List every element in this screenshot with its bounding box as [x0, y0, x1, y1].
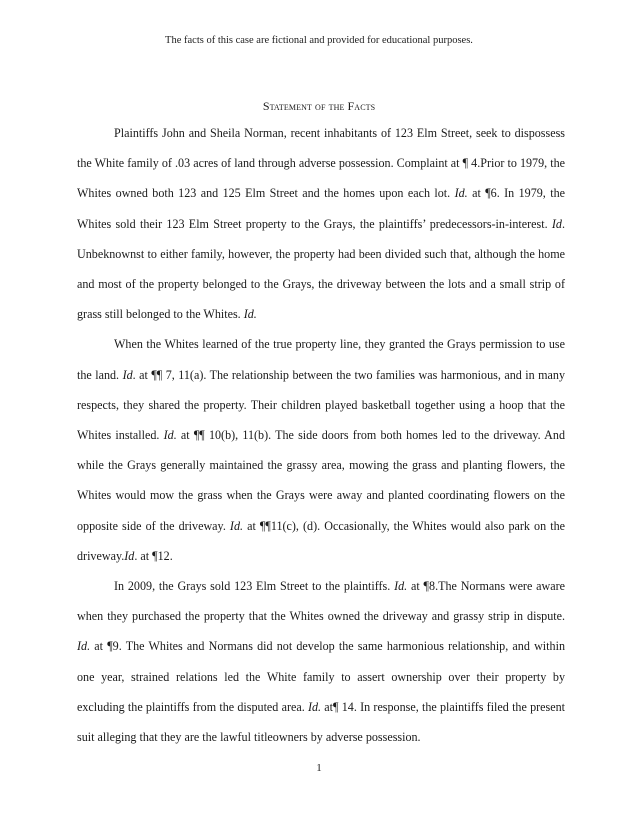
- citation-text: Id.: [307, 699, 322, 714]
- paragraph-text: at ¶9. The Whites and Normans did not develop the same harmonious relationship, and within one year, strained relations led the White family to assert ownership over their property by excluding the plaintiffs from the disputed area.: [77, 639, 565, 714]
- paragraph-text: at¶ 14. In response, the plaintiffs filed the present suit alleging that they are the lawful titleowners by adverse possession.: [77, 699, 565, 745]
- section-title: Statement of the Facts: [262, 99, 376, 113]
- paragraph-text: at ¶8.The Normans were aware when they purchased the property that the Whites owned the driveway and grassy strip in dispute.: [77, 579, 565, 624]
- paragraph-text: . at ¶¶ 7, 11(a). The relationship between the two families was harmonious, and in many respects, they shared the property. Their children played basketball together using a hoop that the Whites installed.: [77, 367, 565, 443]
- citation-text: Id.: [229, 518, 244, 533]
- paragraph: [77, 329, 565, 571]
- citation-text: Id.: [243, 307, 257, 322]
- citation-text: Id: [551, 216, 562, 231]
- citation-text: Id: [122, 367, 133, 382]
- citation-text: Id.: [77, 639, 91, 654]
- paragraph-text: at ¶¶11(c), (d). Occasionally, the Whites would also park on the driveway.: [77, 518, 565, 563]
- citation-text: Id: [124, 548, 135, 563]
- body-text: [77, 118, 565, 752]
- citation-text: Id.: [394, 579, 408, 594]
- paragraph-text: In 2009, the Grays sold 123 Elm Street to the plaintiffs.: [114, 579, 395, 594]
- paragraph-text: at ¶6. In 1979, the Whites sold their 123 Elm Street property to the Grays, the plaintiffs’ predecessors-in-interest.: [77, 186, 565, 231]
- paragraph-text: . at ¶12.: [134, 548, 173, 563]
- citation-text: Id.: [163, 428, 177, 443]
- paragraph: [77, 571, 565, 752]
- paragraph-text: . Unbeknownst to either family, however, the property had been divided such that, although the home and most of the property belonged to the Grays, the driveway between the lots and a small strip of grass still belonged to the Whites.: [77, 216, 565, 322]
- paragraph: [77, 118, 565, 329]
- paragraph-text: When the Whites learned of the true property line, they granted the Grays permission to use the land.: [77, 337, 565, 382]
- paragraph-text: at ¶¶ 10(b), 11(b). The side doors from both homes led to the driveway. And while the Grays generally maintained the grassy area, mowing the grass and planting flowers, the Whites would mow the grass when the Grays were away and planted coordinating flowers on the opposite side of the driveway.: [77, 428, 565, 533]
- citation-text: Id.: [454, 186, 468, 201]
- page-number: 1: [316, 762, 322, 774]
- page-header-disclaimer: The facts of this case are fictional and provided for educational purposes.: [165, 35, 473, 46]
- paragraph-text: Plaintiffs John and Sheila Norman, recent inhabitants of 123 Elm Street, seek to dispossess the White family of .03 acres of land through adverse possession. Complaint at ¶ 4.Prior to 1979, the Whites owned both 123 and 125 Elm Street and the homes upon each lot.: [77, 126, 565, 201]
